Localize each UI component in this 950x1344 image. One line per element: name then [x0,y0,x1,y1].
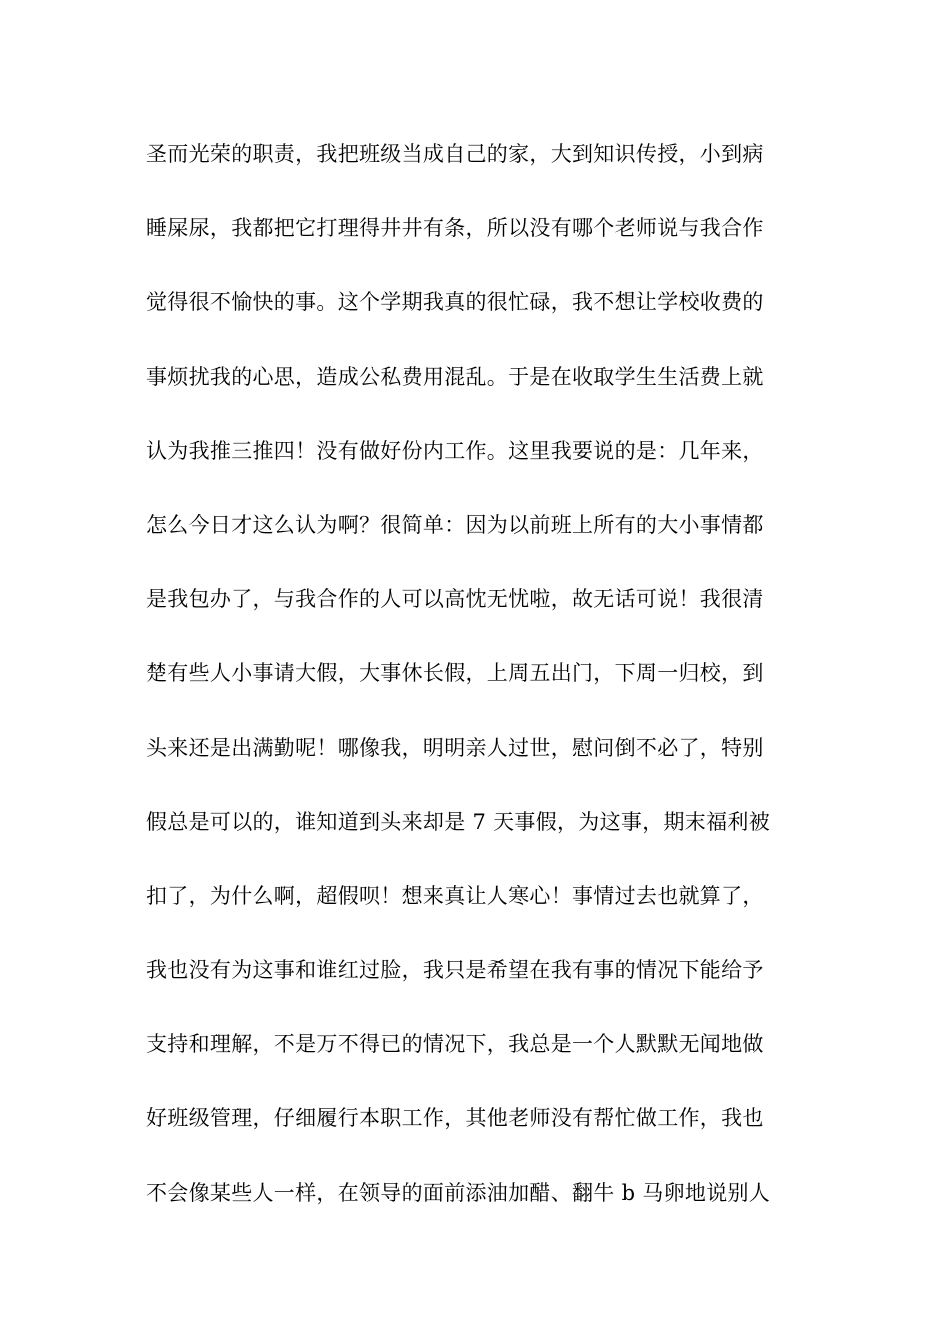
text-line: 事烦扰我的心思，造成公私费用混乱。于是在收取学生生活费上就 [146,364,764,389]
text-line: 好班级管理，仔细履行本职工作，其他老师没有帮忙做工作，我也 [146,1106,764,1131]
text-line: 是我包办了，与我合作的人可以高忱无忧啦，故无话可说！我很清 [146,587,764,612]
text-line: 扣了，为什么啊，超假呗！想来真让人寒心！事情过去也就算了， [146,883,764,908]
text-line: 楚有些人小事请大假，大事休长假，上周五出门，下周一归校，到 [146,661,764,686]
text-line: 圣而光荣的职责，我把班级当成自己的家，大到知识传授，小到病 [146,142,764,166]
text-line: 觉得很不愉快的事。这个学期我真的很忙碌，我不想让学校收费的 [146,290,764,315]
text-line: 睡屎尿，我都把它打理得井井有条，所以没有哪个老师说与我合作 [146,216,764,241]
text-line: 支持和理解，不是万不得已的情况下，我总是一个人默默无闻地做 [146,1032,764,1057]
text-line: 头来还是出满勤呢！哪像我，明明亲人过世，慰问倒不必了，特别 [146,735,764,760]
text-line: 认为我推三推四！没有做好份内工作。这里我要说的是：几年来， [146,438,764,463]
text-line: 假总是可以的，谁知道到头来却是 7 天事假，为这事，期末福利被 [146,809,771,834]
body-text [146,134,826,1247]
text-line: 我也没有为这事和谁红过脸，我只是希望在我有事的情况下能给予 [146,958,764,983]
text-line: 不会像某些人一样，在领导的面前添油加醋、翻牛 b 马卵地说别人 [146,1180,771,1205]
text-line: 怎么今日才这么认为啊？很简单：因为以前班上所有的大小事情都 [146,512,764,537]
